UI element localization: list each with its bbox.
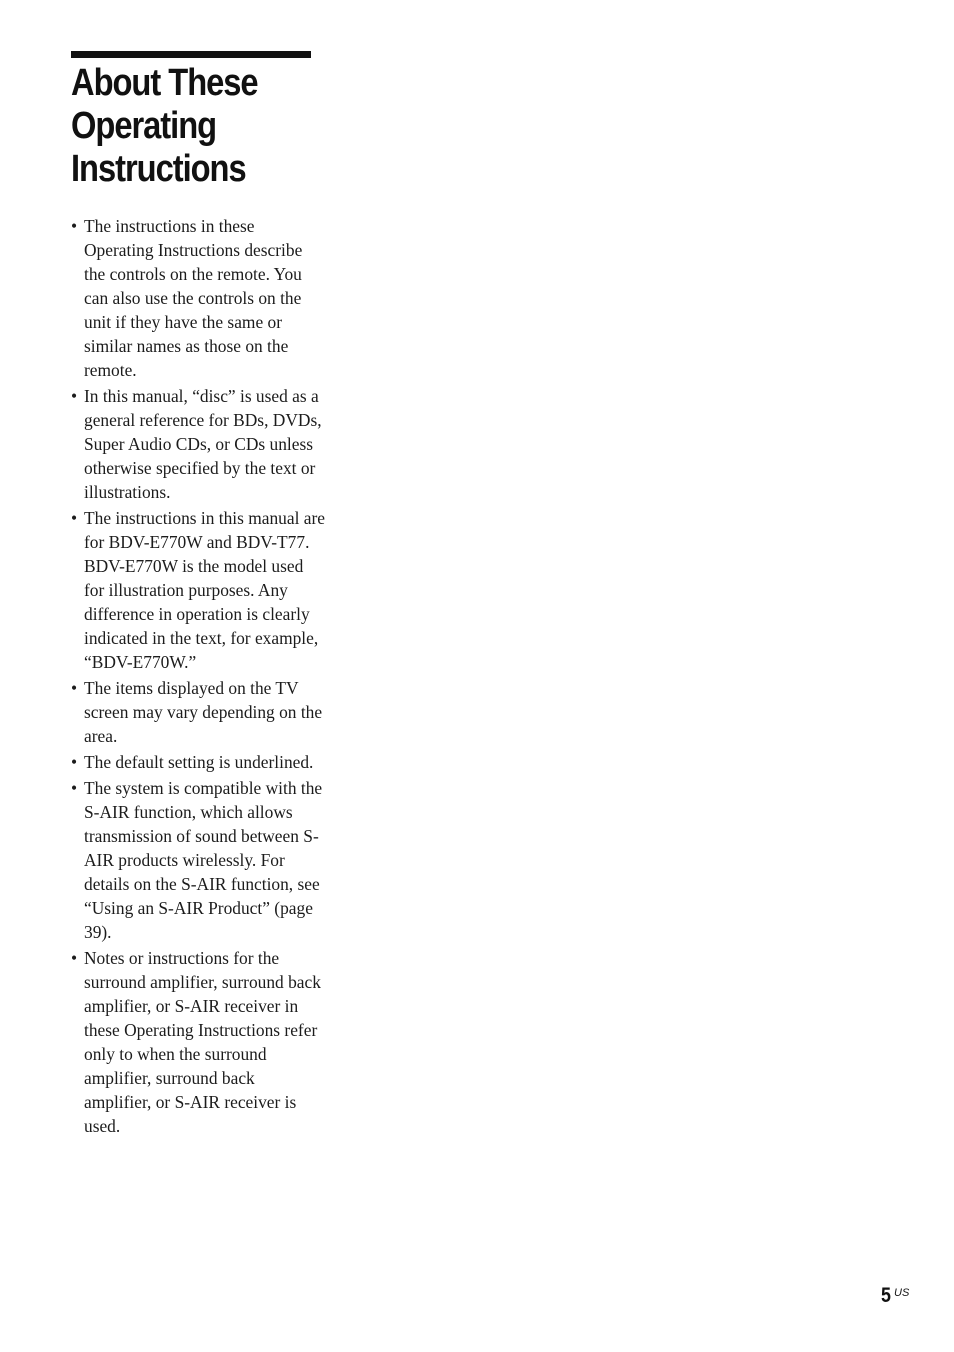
bullet-icon: •: [71, 778, 78, 798]
page-suffix: US: [894, 1287, 910, 1299]
list-item: [71, 384, 326, 504]
list-item-text: Notes or instructions for the surround amplifier, surround back amplifier, or S-AIR receiver in these Operating Instructions refer only to when the surround amplifier, surround back amplifier, or S-AIR receiver is used.: [84, 948, 321, 1136]
list-item-text: The instructions in this manual are for BDV-E770W and BDV-T77. BDV-E770W is the model used for illustration purposes. Any difference in operation is clearly indicated in the text, for example, “BDV-E770W.”: [84, 508, 325, 672]
list-item: [71, 506, 326, 674]
list-item: [71, 750, 326, 774]
list-item-text: The instructions in these Operating Instructions describe the controls on the remote. You can also use the controls on the unit if they have the same or similar names as those on the remote.: [84, 216, 303, 380]
instruction-list: [71, 214, 325, 1138]
title-rule: [71, 51, 311, 58]
bullet-icon: •: [71, 216, 78, 236]
bullet-icon: •: [71, 752, 78, 772]
list-item: [71, 676, 326, 748]
list-item-text: The items displayed on the TV screen may vary depending on the area.: [84, 678, 323, 746]
main-column: [71, 51, 325, 1140]
list-item: [71, 214, 326, 382]
bullet-icon: •: [71, 508, 78, 528]
bullet-icon: •: [71, 678, 78, 698]
list-item-text: The default setting is underlined.: [84, 752, 314, 772]
page-title: About These Operating Instructions: [71, 62, 258, 190]
list-item: [71, 776, 326, 944]
bullet-icon: •: [71, 948, 78, 968]
list-item-text: The system is compatible with the S-AIR function, which allows transmission of sound between S-AIR products wirelessly. For details on the S-AIR function, see “Using an S-AIR Product” (page 39).: [84, 778, 323, 942]
list-item-text: In this manual, “disc” is used as a general reference for BDs, DVDs, Super Audio CDs, or CDs unless otherwise specified by the text or illustrations.: [84, 386, 322, 502]
list-item: [71, 946, 326, 1138]
bullet-icon: •: [71, 386, 78, 406]
page-number: 5: [881, 1284, 891, 1307]
